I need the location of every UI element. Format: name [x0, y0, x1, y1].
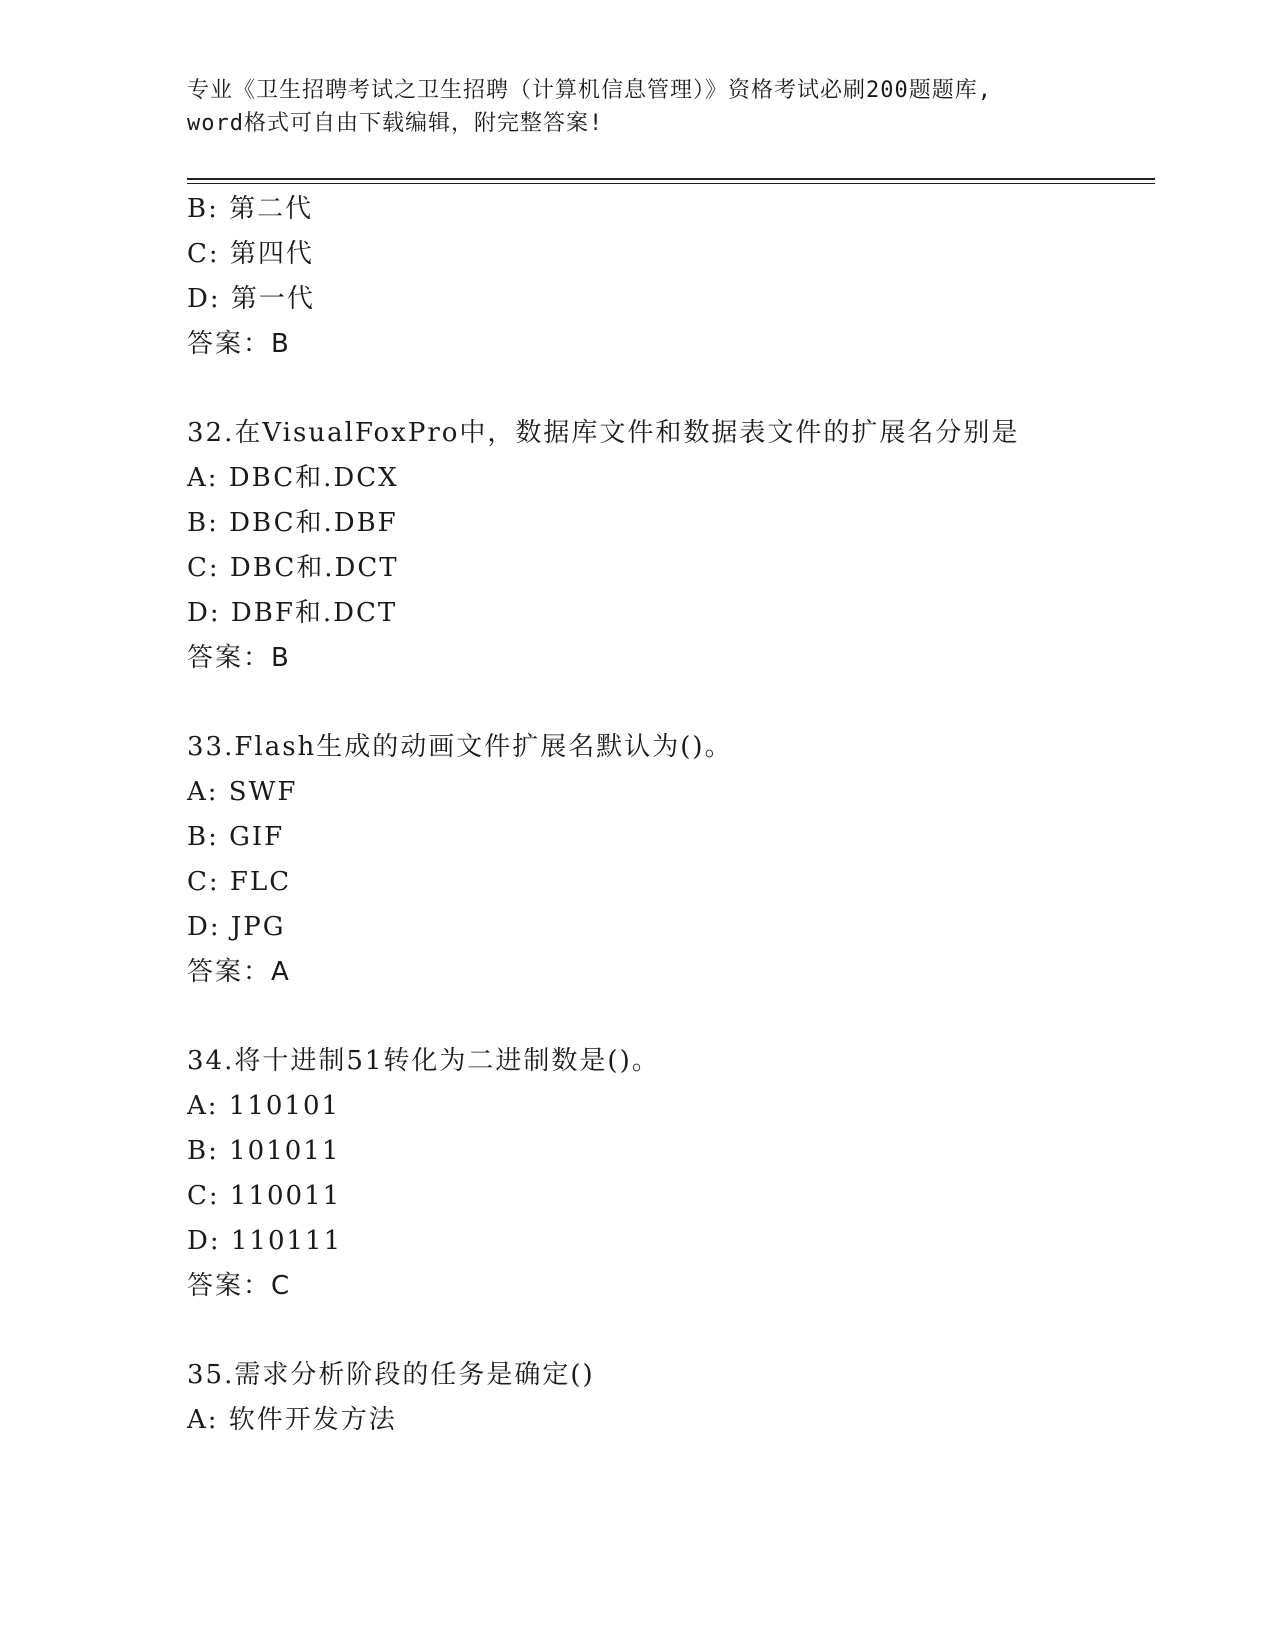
- answer-line: 答案：C: [187, 1271, 292, 1301]
- option-a: A: SWF: [187, 777, 298, 807]
- question-stem: 33.Flash生成的动画文件扩展名默认为()。: [187, 732, 733, 762]
- option-a: A: DBC和.DCX: [187, 463, 399, 493]
- option-c: C: 第四代: [187, 239, 314, 269]
- option-d: D: JPG: [187, 912, 286, 942]
- option-d: D: 110111: [187, 1226, 343, 1256]
- option-a: A: 软件开发方法: [187, 1405, 397, 1435]
- option-d: D: DBF和.DCT: [187, 598, 398, 628]
- answer-line: 答案：A: [187, 957, 291, 987]
- header-divider-thick: [187, 178, 1155, 180]
- option-c: C: 110011: [187, 1181, 342, 1211]
- option-c: C: DBC和.DCT: [187, 553, 399, 583]
- header-line-1: 专业《卫生招聘考试之卫生招聘（计算机信息管理）》资格考试必刷200题题库,: [187, 78, 992, 103]
- answer-line: 答案：B: [187, 329, 291, 359]
- question-stem: 32.在VisualFoxPro中，数据库文件和数据表文件的扩展名分别是: [187, 418, 1020, 448]
- option-b: B: 第二代: [187, 194, 314, 224]
- option-c: C: FLC: [187, 867, 292, 897]
- header-line-2: word格式可自由下载编辑，附完整答案!: [187, 111, 604, 136]
- option-b: B: GIF: [187, 822, 285, 852]
- option-b: B: DBC和.DBF: [187, 508, 398, 538]
- question-stem: 35.需求分析阶段的任务是确定(): [187, 1360, 595, 1390]
- document-header: [187, 74, 1087, 140]
- question-stem: 34.将十进制51转化为二进制数是()。: [187, 1046, 660, 1076]
- option-a: A: 110101: [187, 1091, 341, 1121]
- header-divider-thin: [187, 183, 1155, 184]
- option-d: D: 第一代: [187, 284, 315, 314]
- answer-line: 答案：B: [187, 643, 291, 673]
- option-b: B: 101011: [187, 1136, 341, 1166]
